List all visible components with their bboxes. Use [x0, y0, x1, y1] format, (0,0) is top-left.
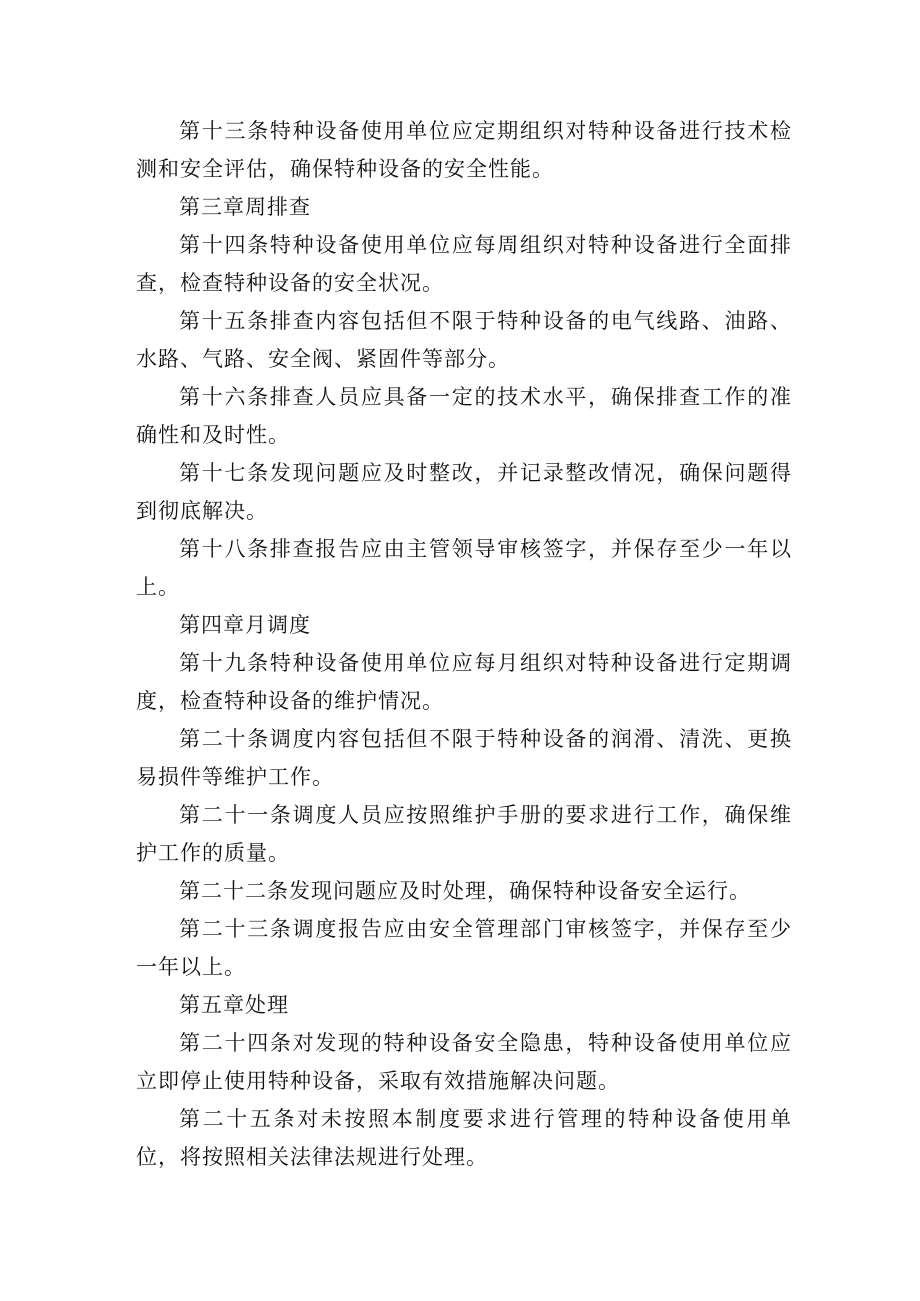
article-17: 第十七条发现问题应及时整改，并记录整改情况，确保问题得到彻底解决。: [136, 461, 792, 523]
article-25: 第二十五条对未按照本制度要求进行管理的特种设备使用单位，将按照相关法律法规进行处理。: [136, 1107, 792, 1169]
article-23: 第二十三条调度报告应由安全管理部门审核签字，并保存至少一年以上。: [136, 917, 792, 979]
article-22: 第二十二条发现问题应及时处理，确保特种设备安全运行。: [179, 879, 751, 903]
article-14: 第十四条特种设备使用单位应每周组织对特种设备进行全面排查，检查特种设备的安全状况。: [136, 233, 792, 295]
chapter-5-heading: 第五章处理: [179, 993, 289, 1017]
chapter-4-heading: 第四章月调度: [179, 613, 311, 637]
document-body: [136, 112, 792, 1176]
article-21: 第二十一条调度人员应按照维护手册的要求进行工作，确保维护工作的质量。: [136, 803, 792, 865]
article-15: 第十五条排查内容包括但不限于特种设备的电气线路、油路、水路、气路、安全阀、紧固件等部分。: [136, 309, 792, 371]
article-19: 第十九条特种设备使用单位应每月组织对特种设备进行定期调度，检查特种设备的维护情况。: [136, 651, 792, 713]
article-16: 第十六条排查人员应具备一定的技术水平，确保排查工作的准确性和及时性。: [136, 385, 792, 447]
article-24: 第二十四条对发现的特种设备安全隐患，特种设备使用单位应立即停止使用特种设备，采取有效措施解决问题。: [136, 1031, 792, 1093]
article-13: 第十三条特种设备使用单位应定期组织对特种设备进行技术检测和安全评估，确保特种设备的安全性能。: [136, 119, 792, 181]
article-18: 第十八条排查报告应由主管领导审核签字，并保存至少一年以上。: [136, 537, 792, 599]
article-20: 第二十条调度内容包括但不限于特种设备的润滑、清洗、更换易损件等维护工作。: [136, 727, 792, 789]
chapter-3-heading: 第三章周排查: [179, 195, 311, 219]
